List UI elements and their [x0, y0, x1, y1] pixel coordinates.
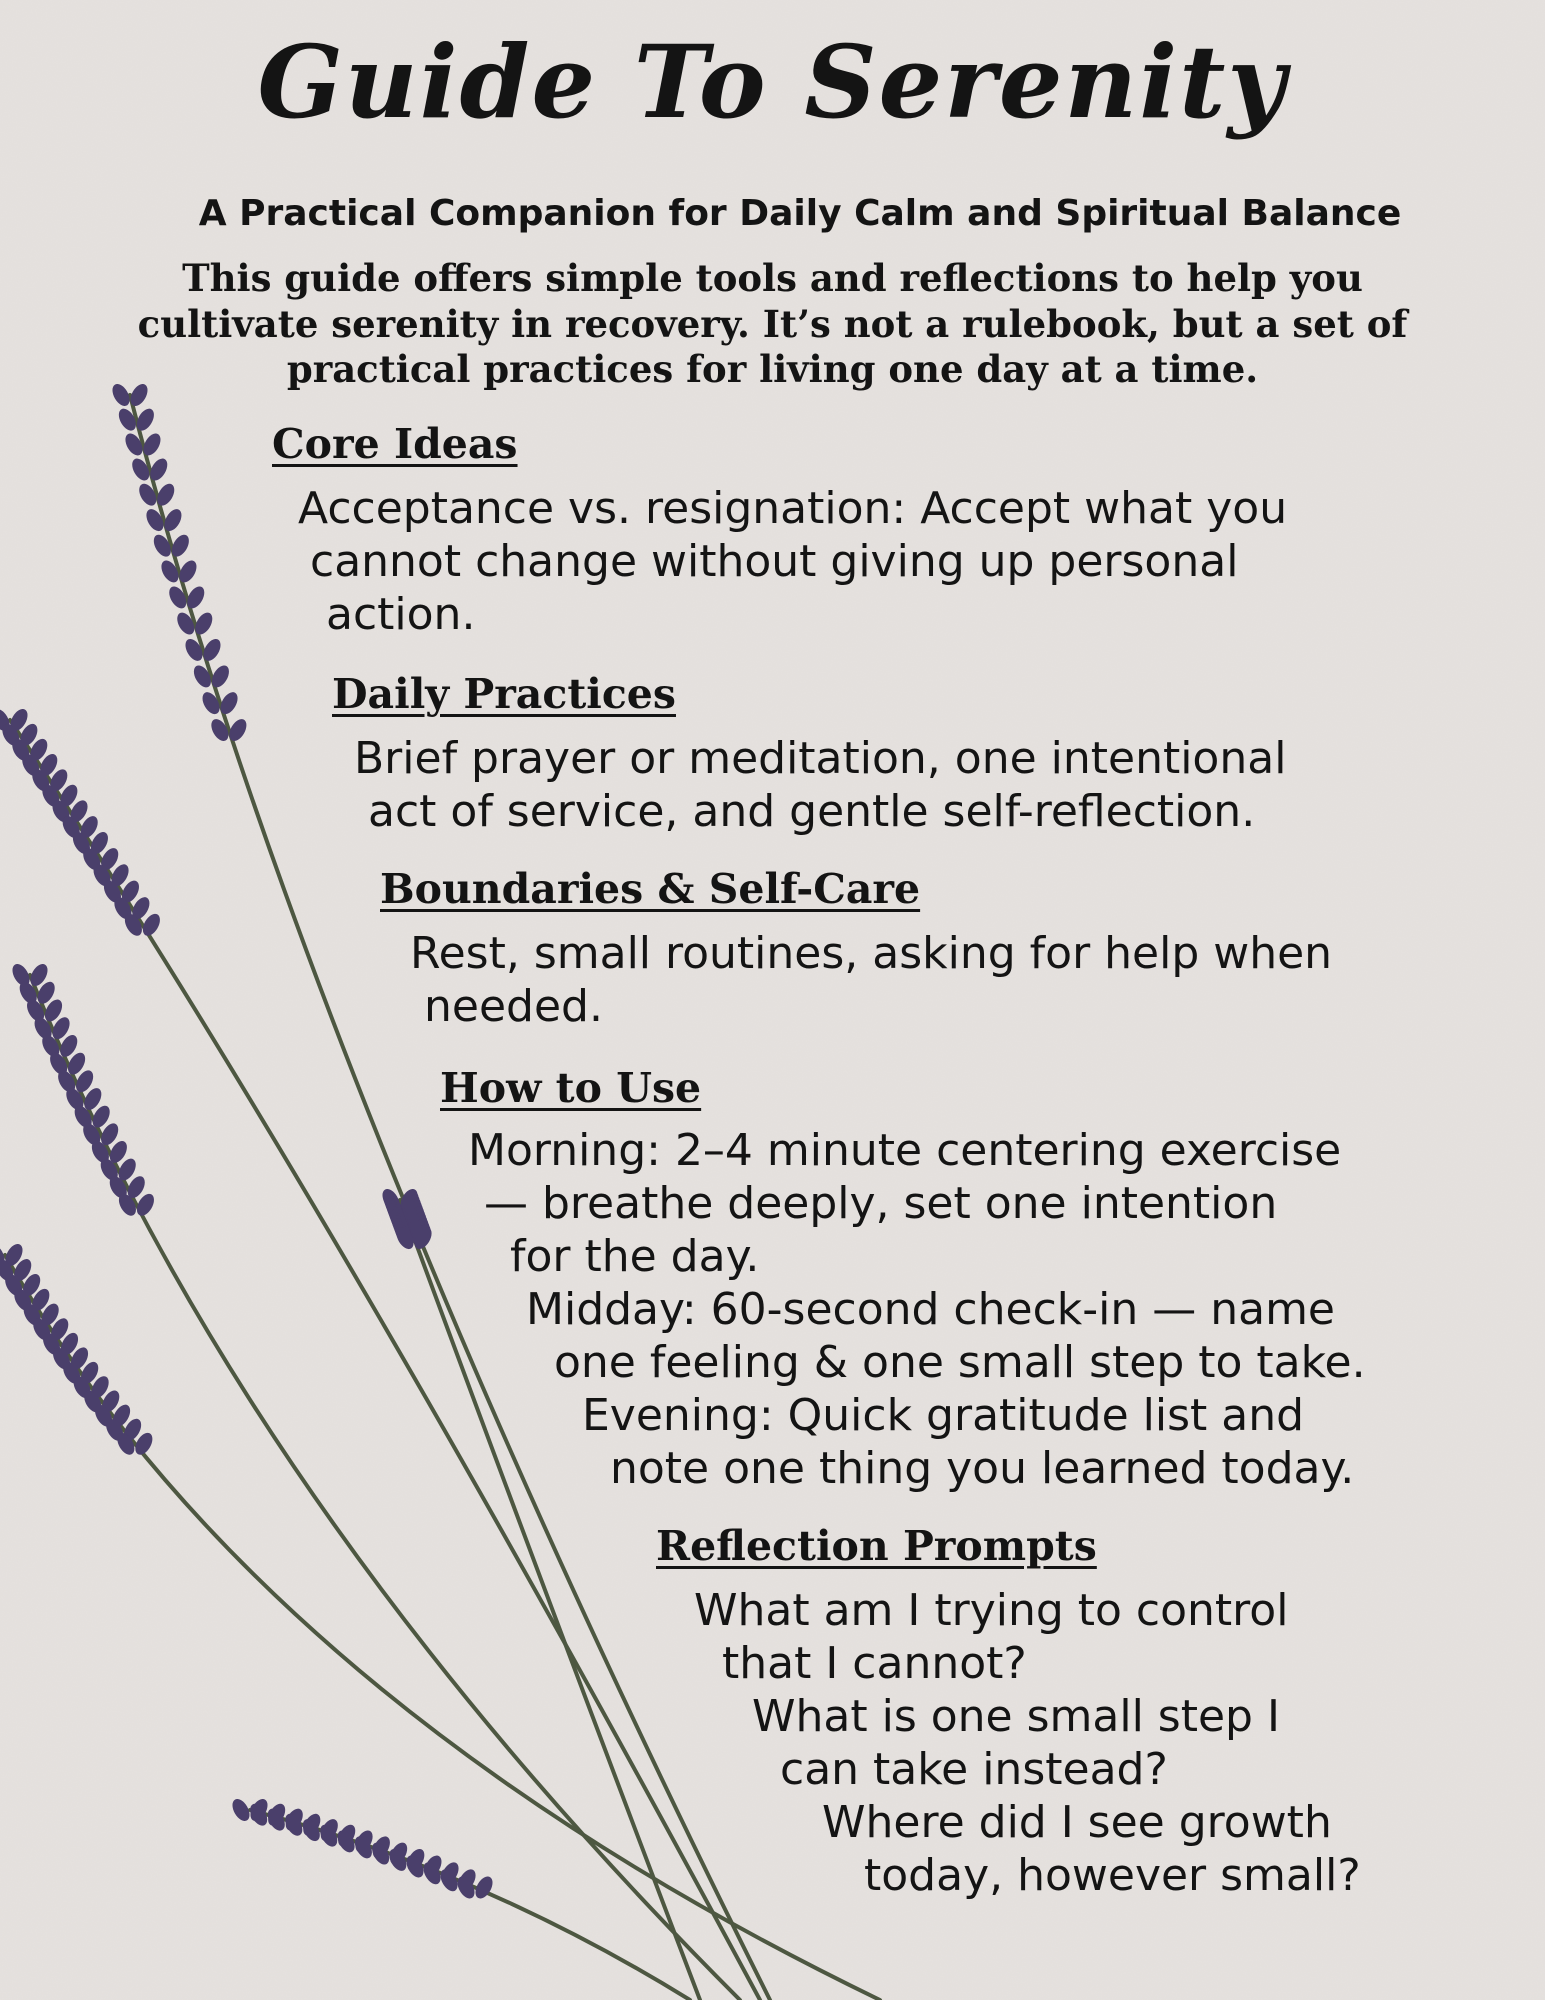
boundaries-text: needed. [424, 981, 603, 1032]
how-to-use-text: Evening: Quick gratitude list and [582, 1390, 1305, 1441]
how-to-use-text: note one thing you learned today. [610, 1443, 1355, 1494]
how-to-use-text: Morning: 2–4 minute centering exercise [468, 1125, 1342, 1176]
how-to-use-text: — breathe deeply, set one intention [484, 1178, 1278, 1229]
section-heading-daily-practices: Daily Practices [332, 670, 676, 718]
intro-line: cultivate serenity in recovery. It’s not a rulebook, but a set of [137, 302, 1408, 346]
page-subtitle: A Practical Companion for Daily Calm and Spiritual Balance [198, 193, 1402, 234]
daily-practices-text: Brief prayer or meditation, one intentional [354, 733, 1287, 784]
intro-line: This guide offers simple tools and reflections to help you [182, 256, 1363, 300]
reflection-prompt-text: What am I trying to control [694, 1585, 1289, 1636]
boundaries-text: Rest, small routines, asking for help when [410, 928, 1333, 979]
page-title: Guide To Serenity [257, 23, 1288, 141]
intro-line: practical practices for living one day at a time. [286, 347, 1259, 391]
core-ideas-text: Acceptance vs. resignation: Accept what you [298, 483, 1288, 534]
daily-practices-text: act of service, and gentle self-reflection. [368, 786, 1256, 837]
how-to-use-text: one feeling & one small step to take. [554, 1337, 1366, 1388]
section-heading-reflection-prompts: Reflection Prompts [656, 1522, 1097, 1570]
core-ideas-text: cannot change without giving up personal [310, 536, 1239, 587]
reflection-prompt-text: Where did I see growth [822, 1797, 1332, 1848]
reflection-prompt-text: today, however small? [864, 1850, 1361, 1901]
core-ideas-text: action. [326, 589, 476, 640]
section-heading-how-to-use: How to Use [440, 1064, 702, 1112]
reflection-prompt-text: What is one small step I [752, 1691, 1280, 1742]
reflection-prompt-text: can take instead? [780, 1744, 1168, 1795]
reflection-prompt-text: that I cannot? [722, 1638, 1027, 1689]
section-heading-boundaries-self-care: Boundaries & Self-Care [380, 865, 921, 913]
how-to-use-text: Midday: 60-second check-in — name [526, 1284, 1335, 1335]
section-heading-core-ideas: Core Ideas [272, 420, 518, 468]
how-to-use-text: for the day. [510, 1231, 760, 1282]
